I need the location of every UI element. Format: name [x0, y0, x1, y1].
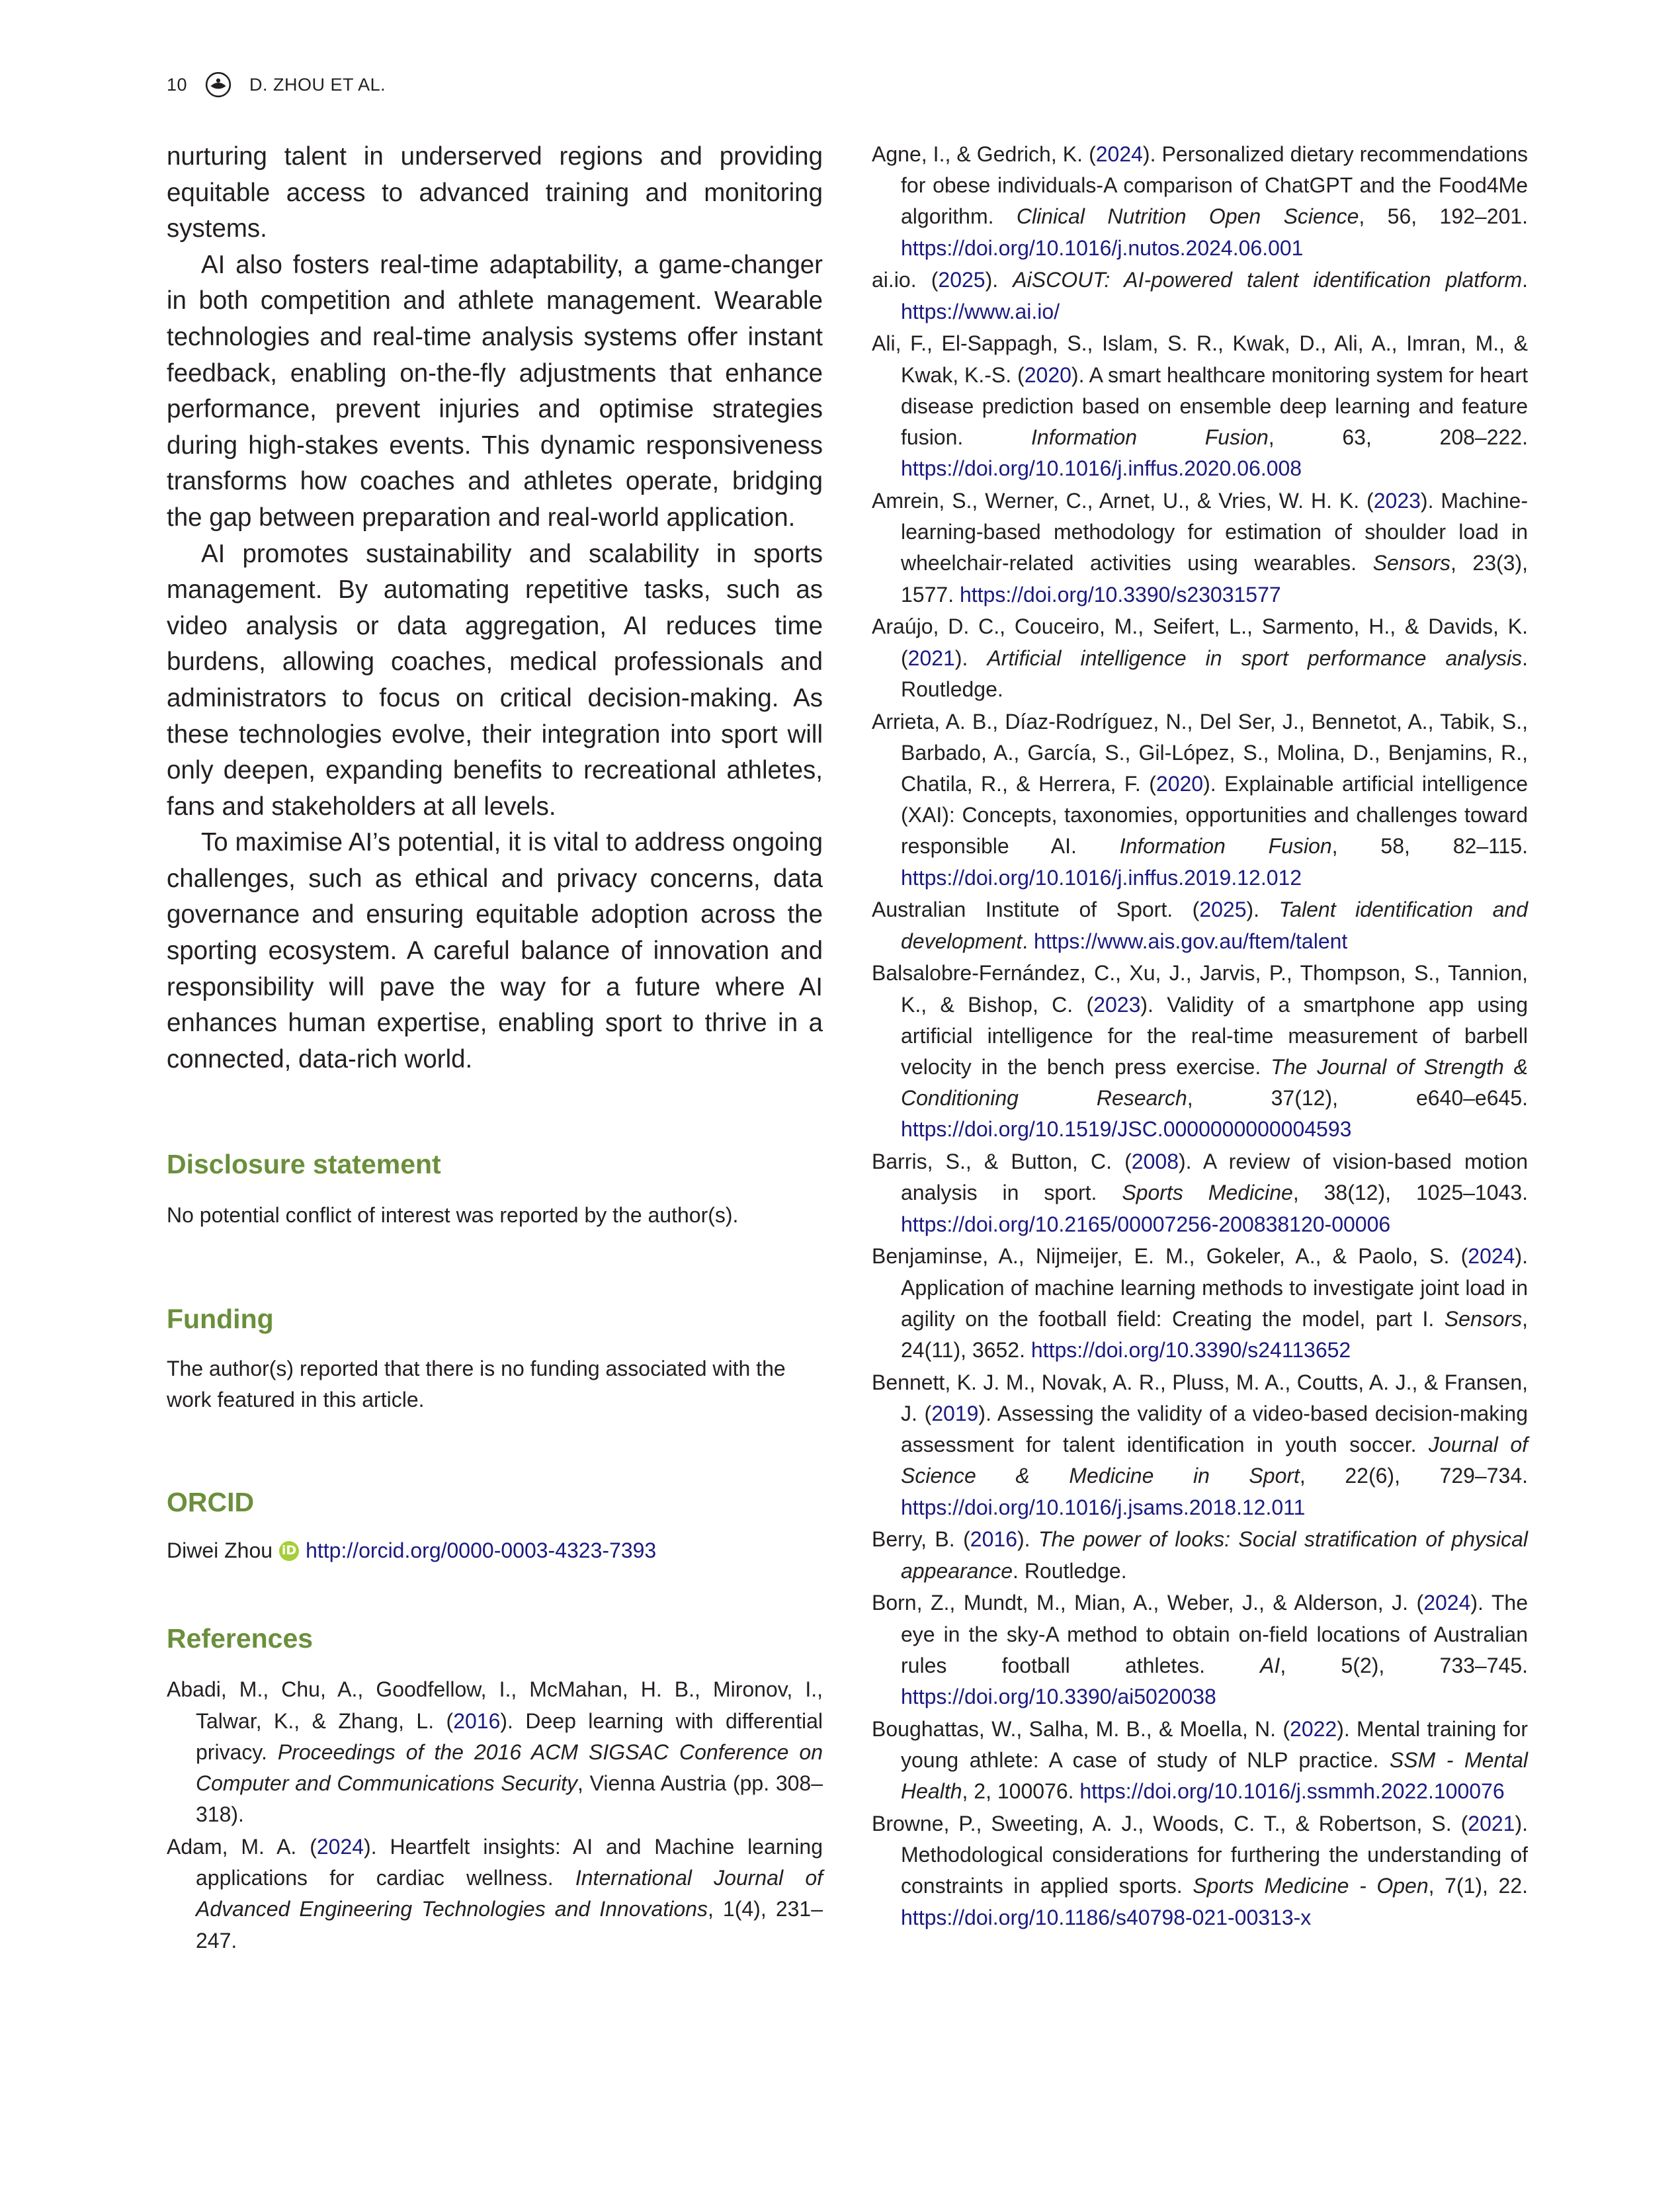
reference-year-link[interactable]: 2019	[931, 1402, 979, 1426]
reference-entry	[872, 1524, 1528, 1586]
reference-title: ). A smart healthcare monitoring system for heart disease prediction based on ensemble deep learning and feature fusion.	[901, 362, 1529, 450]
publisher-logo-icon	[204, 71, 232, 99]
reference-doi-link[interactable]: https://doi.org/10.1519/JSC.0000000000004593	[901, 1117, 1352, 1142]
reference-entry	[872, 958, 1528, 1145]
reference-title: ). Deep learning with differential privacy.	[196, 1708, 823, 1764]
reference-title: ).	[1017, 1527, 1038, 1552]
reference-authors: ai.io. (	[872, 268, 939, 292]
reference-entry	[872, 1808, 1528, 1933]
reference-source: Sensors	[1444, 1306, 1523, 1331]
reference-title: ).	[1246, 898, 1279, 922]
reference-details: .	[1022, 929, 1034, 953]
funding-text: The author(s) reported that there is no funding associated with the work featured in this article.	[167, 1357, 786, 1412]
reference-entry	[872, 1367, 1528, 1523]
reference-doi-link[interactable]: https://www.ai.io/	[901, 299, 1060, 323]
reference-doi-link[interactable]: https://doi.org/10.3390/s23031577	[959, 582, 1281, 607]
reference-title: ). Application of machine learning methods to investigate joint load in agility on the football field: Creating the model, part I.	[901, 1244, 1528, 1331]
reference-source: Proceedings of the 2016 ACM SIGSAC Conference on Computer and Communications Security	[196, 1740, 823, 1796]
reference-year-link[interactable]: 2022	[1290, 1716, 1337, 1741]
reference-year-link[interactable]: 2024	[1468, 1244, 1515, 1269]
reference-doi-link[interactable]: https://doi.org/10.3390/ai5020038	[901, 1685, 1216, 1709]
reference-year-link[interactable]: 2020	[1024, 362, 1071, 387]
reference-authors: Arrieta, A. B., Díaz-Rodríguez, N., Del Ser, J., Bennetot, A., Tabik, S., Barbado, A., García, S., Gil-López, S., Molina, D., Benjamins, R., Chatila, R., & Herrera, F. (	[872, 709, 1528, 796]
reference-doi-link[interactable]: https://doi.org/10.1016/j.inffus.2020.06.008	[901, 456, 1302, 481]
reference-source: Talent identification and development	[901, 898, 1529, 953]
reference-source: AI	[1260, 1653, 1281, 1677]
reference-authors: Adam, M. A. (	[167, 1835, 317, 1859]
reference-details: , 23(3), 1577.	[901, 551, 1529, 607]
reference-title: ). Explainable artificial intelligence (XAI): Concepts, taxonomies, opportunities and challenges toward responsible AI.	[901, 772, 1529, 859]
reference-year-link[interactable]: 2025	[938, 268, 986, 292]
reference-year-link[interactable]: 2021	[907, 646, 955, 670]
reference-authors: Ali, F., El-Sappagh, S., Islam, S. R., Kwak, D., Ali, A., Imran, M., & Kwak, K.-S. (	[872, 331, 1528, 387]
reference-details: , 22(6), 729–734.	[1299, 1464, 1529, 1488]
reference-source: International Journal of Advanced Engineering Technologies and Innovations	[196, 1866, 823, 1921]
reference-doi-link[interactable]: https://doi.org/10.1016/j.nutos.2024.06.001	[901, 235, 1304, 260]
reference-year-link[interactable]: 2016	[970, 1527, 1017, 1552]
reference-source: SSM - Mental Health	[901, 1748, 1529, 1804]
reference-year-link[interactable]: 2016	[453, 1708, 501, 1733]
reference-entry	[872, 139, 1528, 264]
reference-entry	[872, 265, 1528, 327]
running-authors: D. ZHOU ET AL.	[249, 74, 386, 95]
reference-details: , 58, 82–115.	[1331, 834, 1529, 859]
body-paragraph: AI promotes sustainability and scalability in sports management. By automating repetitive tasks, such as video analysis or data aggregation, AI reduces time burdens, allowing coaches, medical professionals and administrators to focus on critical decision-making. As these technologies evolve, their integration into sport will only deepen, expanding benefits to recreational athletes, fans and stakeholders at all levels.	[167, 539, 823, 821]
reference-details: , Vienna Austria (pp. 308–318).	[196, 1771, 823, 1827]
reference-entry	[167, 1831, 823, 1957]
reference-entry	[872, 894, 1528, 956]
reference-doi-link[interactable]: https://www.ais.gov.au/ftem/talent	[1034, 929, 1348, 953]
reference-title: ). Assessing the validity of a video-based decision-making assessment for talent identification in youth soccer.	[901, 1402, 1529, 1457]
right-column	[872, 139, 1528, 1934]
reference-source: Sports Medicine	[1122, 1181, 1293, 1205]
reference-authors: Browne, P., Sweeting, A. J., Woods, C. T., & Robertson, S. (	[872, 1812, 1468, 1836]
reference-details: , 56, 192–201.	[1359, 204, 1529, 229]
reference-title: ). The eye in the sky-A method to obtain on-field locations of Australian rules football athletes.	[901, 1591, 1529, 1677]
reference-year-link[interactable]: 2021	[1468, 1812, 1515, 1836]
reference-entry	[872, 1241, 1528, 1366]
reference-authors: Agne, I., & Gedrich, K. (	[872, 142, 1096, 166]
reference-details: , 5(2), 733–745.	[1280, 1653, 1528, 1677]
body-paragraph: nurturing talent in underserved regions and providing equitable access to advanced training and monitoring systems.	[167, 142, 823, 243]
reference-doi-link[interactable]: https://doi.org/10.1016/j.jsams.2018.12.011	[901, 1495, 1306, 1519]
reference-details: . Routledge.	[901, 646, 1529, 701]
disclosure-text: No potential conflict of interest was reported by the author(s).	[167, 1203, 739, 1228]
reference-year-link[interactable]: 2023	[1093, 992, 1141, 1017]
reference-entry	[872, 1714, 1528, 1808]
reference-authors: Barris, S., & Button, C. (	[872, 1150, 1132, 1174]
reference-doi-link[interactable]: https://doi.org/10.2165/00007256-200838120-00006	[901, 1212, 1391, 1236]
reference-authors: Born, Z., Mundt, M., Mian, A., Weber, J., & Alderson, J. (	[872, 1591, 1424, 1615]
reference-year-link[interactable]: 2024	[1423, 1591, 1471, 1615]
reference-details: , 38(12), 1025–1043.	[1292, 1181, 1529, 1205]
reference-entry	[872, 706, 1528, 894]
reference-source: The power of looks: Social stratification of physical appearance	[901, 1527, 1529, 1583]
reference-doi-link[interactable]: https://doi.org/10.3390/s24113652	[1030, 1338, 1351, 1363]
reference-source: Sports Medicine - Open	[1193, 1874, 1429, 1898]
reference-source: AiSCOUT: AI-powered talent identification platform	[1013, 268, 1523, 292]
reference-details: , 1(4), 231–247.	[196, 1897, 823, 1953]
reference-authors: Amrein, S., Werner, C., Arnet, U., & Vries, W. H. K. (	[872, 489, 1374, 513]
reference-authors: Boughattas, W., Salha, M. B., & Moella, N. (	[872, 1716, 1290, 1741]
orcid-author-name: Diwei Zhou	[167, 1538, 273, 1563]
reference-source: Artificial intelligence in sport performance analysis	[987, 646, 1523, 670]
reference-details: , 63, 208–222.	[1268, 425, 1528, 450]
reference-source: Sensors	[1372, 551, 1450, 575]
body-paragraph: To maximise AI’s potential, it is vital to address ongoing challenges, such as ethical and privacy concerns, data governance and ensuring equitable adoption across the sporting ecosystem. A careful balance of innovation and responsibility will pave the way for a future where AI enhances human expertise, enabling sport to thrive in a connected, data-rich world.	[167, 828, 823, 1073]
reference-title: ). Heartfelt insights: AI and Machine learning applications for cardiac wellness.	[196, 1835, 823, 1890]
reference-title: ). Personalized dietary recommendations for obese individuals-A comparison of ChatGPT and the Food4Me algorithm.	[901, 142, 1529, 229]
orcid-heading: ORCID	[167, 1487, 255, 1518]
reference-title: ). A review of vision-based motion analysis in sport.	[901, 1150, 1529, 1205]
disclosure-heading: Disclosure statement	[167, 1149, 441, 1180]
reference-list-right	[872, 139, 1528, 1933]
body-paragraph: AI also fosters real-time adaptability, a game-changer in both competition and athlete management. Wearable technologies and real-time analysis systems offer instant feedback, enabling on-the-fly adjustments that enhance performance, prevent injuries and optimise strategies during high-stakes events. This dynamic responsiveness transforms how coaches and athletes operate, bridging the gap between preparation and real-world application.	[167, 250, 823, 532]
reference-source: Information Fusion	[1119, 834, 1332, 859]
reference-authors: Balsalobre-Fernández, C., Xu, J., Jarvis, P., Thompson, S., Tannion, K., & Bishop, C. (	[872, 961, 1528, 1017]
reference-year-link[interactable]: 2008	[1131, 1150, 1179, 1174]
references-heading: References	[167, 1623, 314, 1654]
reference-authors: Bennett, K. J. M., Novak, A. R., Pluss, M. A., Coutts, A. J., & Fransen, J. (	[872, 1370, 1528, 1426]
body-text	[167, 139, 823, 1077]
reference-details: . Routledge.	[1013, 1558, 1127, 1583]
reference-year-link[interactable]: 2024	[1095, 142, 1143, 166]
reference-entry	[872, 611, 1528, 705]
reference-authors: Australian Institute of Sport. (	[872, 898, 1200, 922]
reference-doi-link[interactable]: https://doi.org/10.1016/j.ssmmh.2022.100076	[1079, 1779, 1505, 1804]
reference-source: Information Fusion	[1030, 425, 1269, 450]
reference-details: , 24(11), 3652.	[901, 1306, 1528, 1363]
reference-details: , 7(1), 22.	[1428, 1874, 1529, 1898]
running-header	[167, 71, 386, 98]
orcid-link[interactable]: http://orcid.org/0000-0003-4323-7393	[306, 1538, 657, 1563]
reference-title: ).	[985, 268, 1013, 292]
reference-title: ).	[954, 646, 987, 670]
funding-heading: Funding	[167, 1304, 274, 1335]
reference-authors: Berry, B. (	[872, 1527, 970, 1552]
orcid-icon: iD	[279, 1541, 299, 1561]
reference-authors: Benjaminse, A., Nijmeijer, E. M., Gokeler, A., & Paolo, S. (	[872, 1244, 1468, 1269]
page-number: 10	[167, 74, 188, 95]
reference-details: , 2, 100076.	[962, 1779, 1080, 1804]
reference-authors: Abadi, M., Chu, A., Goodfellow, I., McMahan, H. B., Mironov, I., Talwar, K., & Zhang, L. (	[167, 1677, 823, 1733]
reference-doi-link[interactable]: https://doi.org/10.1016/j.inffus.2019.12.012	[901, 865, 1302, 890]
reference-authors: Araújo, D. C., Couceiro, M., Seifert, L., Sarmento, H., & Davids, K. (	[872, 614, 1528, 670]
reference-source: Clinical Nutrition Open Science	[1016, 204, 1359, 229]
reference-details: , 37(12), e640–e645.	[1187, 1086, 1529, 1111]
reference-source: Journal of Science & Medicine in Sport	[901, 1433, 1529, 1488]
reference-title: ). Validity of a smartphone app using artificial intelligence for the real-time measurement of barbell velocity in the bench press exercise.	[901, 992, 1529, 1079]
reference-title: ). Mental training for young athlete: A case of study of NLP practice.	[901, 1716, 1529, 1773]
orcid-entry	[167, 1535, 823, 1566]
reference-details: .	[1522, 268, 1528, 292]
reference-year-link[interactable]: 2020	[1155, 772, 1204, 796]
reference-year-link[interactable]: 2025	[1199, 898, 1247, 922]
reference-year-link[interactable]: 2023	[1373, 489, 1421, 513]
reference-source: The Journal of Strength & Conditioning Research	[901, 1055, 1529, 1111]
reference-year-link[interactable]: 2024	[316, 1835, 364, 1859]
reference-title: ). Methodological considerations for furthering the understanding of constraints in applied sports.	[901, 1812, 1528, 1898]
reference-entry	[872, 328, 1528, 484]
reference-entry	[167, 1674, 823, 1830]
reference-entry	[872, 1146, 1528, 1240]
left-column	[167, 139, 823, 1957]
reference-title: ). Machine-learning-based methodology for estimation of shoulder load in wheelchair-related activities using wearables.	[901, 489, 1529, 575]
reference-entry	[872, 485, 1528, 610]
reference-entry	[872, 1587, 1528, 1712]
reference-doi-link[interactable]: https://doi.org/10.1186/s40798-021-00313-x	[901, 1905, 1312, 1929]
reference-list-left	[167, 1674, 823, 1956]
